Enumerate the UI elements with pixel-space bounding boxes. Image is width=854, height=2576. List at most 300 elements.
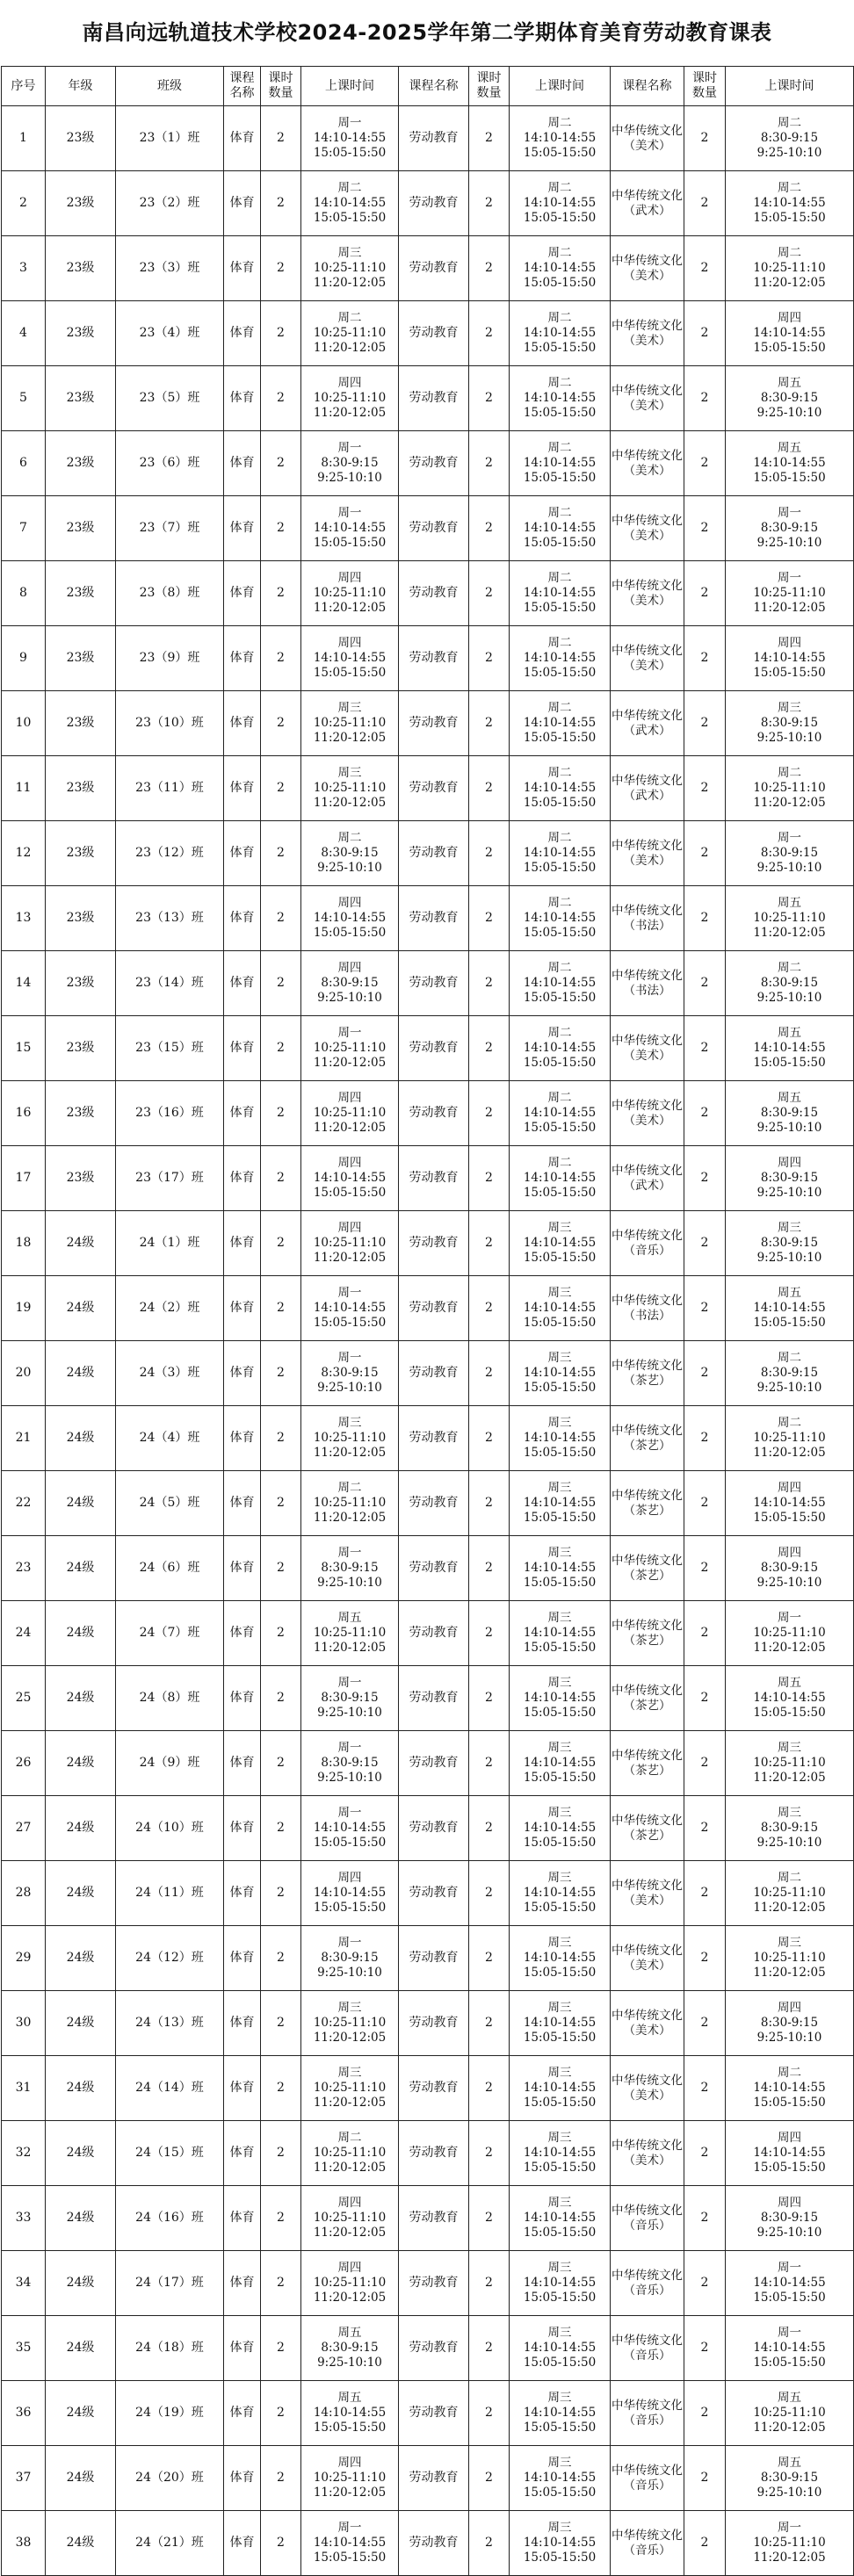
grade-cell: 24级 [46, 2056, 116, 2121]
pe-hours-cell: 2 [261, 1211, 301, 1276]
schedule-table [1, 66, 854, 2576]
class-cell: 24（13）班 [116, 1991, 224, 2056]
culture-time-cell: 周二 10:25-11:10 11:20-12:05 [726, 756, 854, 821]
pe-time-cell: 周一 10:25-11:10 11:20-12:05 [301, 1016, 399, 1081]
class-cell: 23（16）班 [116, 1081, 224, 1146]
grade-cell: 24级 [46, 1861, 116, 1926]
table-row [2, 2121, 854, 2186]
seq-cell: 11 [2, 756, 46, 821]
class-cell: 23（2）班 [116, 171, 224, 236]
labor-hours-cell: 2 [469, 2381, 510, 2446]
labor-time-cell: 周三 14:10-14:55 15:05-15:50 [510, 2056, 611, 2121]
culture-time-cell: 周四 14:10-14:55 15:05-15:50 [726, 626, 854, 691]
class-cell: 24（2）班 [116, 1276, 224, 1341]
pe-hours-cell: 2 [261, 1861, 301, 1926]
pe-course-cell: 体育 [224, 1796, 261, 1861]
header-hours-2: 课时 数量 [469, 67, 510, 106]
labor-time-cell: 周三 14:10-14:55 15:05-15:50 [510, 1666, 611, 1731]
pe-time-cell: 周四 10:25-11:10 11:20-12:05 [301, 2186, 399, 2251]
header-seq: 序号 [2, 67, 46, 106]
culture-time-cell: 周五 14:10-14:55 15:05-15:50 [726, 1016, 854, 1081]
culture-time-cell: 周二 14:10-14:55 15:05-15:50 [726, 2056, 854, 2121]
seq-cell: 4 [2, 301, 46, 366]
labor-hours-cell: 2 [469, 496, 510, 561]
seq-cell: 12 [2, 821, 46, 886]
culture-hours-cell: 2 [684, 1991, 726, 2056]
culture-hours-cell: 2 [684, 2056, 726, 2121]
seq-cell: 14 [2, 951, 46, 1016]
culture-time-cell: 周一 10:25-11:10 11:20-12:05 [726, 561, 854, 626]
culture-hours-cell: 2 [684, 2251, 726, 2316]
class-cell: 23（11）班 [116, 756, 224, 821]
class-cell: 24（5）班 [116, 1471, 224, 1536]
table-row [2, 1081, 854, 1146]
labor-time-cell: 周三 14:10-14:55 15:05-15:50 [510, 1601, 611, 1666]
labor-course-cell: 劳动教育 [399, 1341, 469, 1406]
pe-time-cell: 周二 10:25-11:10 11:20-12:05 [301, 301, 399, 366]
header-hours-3: 课时 数量 [684, 67, 726, 106]
pe-course-cell: 体育 [224, 2446, 261, 2511]
class-cell: 24（12）班 [116, 1926, 224, 1991]
culture-hours-cell: 2 [684, 2446, 726, 2511]
pe-time-cell: 周一 8:30-9:15 9:25-10:10 [301, 1536, 399, 1601]
culture-hours-cell: 2 [684, 1341, 726, 1406]
labor-course-cell: 劳动教育 [399, 1211, 469, 1276]
labor-time-cell: 周三 14:10-14:55 15:05-15:50 [510, 2316, 611, 2381]
culture-time-cell: 周一 8:30-9:15 9:25-10:10 [726, 496, 854, 561]
pe-time-cell: 周四 14:10-14:55 15:05-15:50 [301, 1861, 399, 1926]
pe-hours-cell: 2 [261, 2186, 301, 2251]
culture-hours-cell: 2 [684, 1146, 726, 1211]
culture-hours-cell: 2 [684, 1081, 726, 1146]
labor-course-cell: 劳动教育 [399, 1731, 469, 1796]
pe-course-cell: 体育 [224, 691, 261, 756]
labor-hours-cell: 2 [469, 561, 510, 626]
culture-hours-cell: 2 [684, 301, 726, 366]
pe-hours-cell: 2 [261, 496, 301, 561]
culture-course-cell: 中华传统文化 （美术） [611, 626, 684, 691]
grade-cell: 23级 [46, 106, 116, 171]
culture-hours-cell: 2 [684, 1666, 726, 1731]
culture-course-cell: 中华传统文化 （武术） [611, 756, 684, 821]
labor-time-cell: 周三 14:10-14:55 15:05-15:50 [510, 2186, 611, 2251]
labor-course-cell: 劳动教育 [399, 951, 469, 1016]
pe-hours-cell: 2 [261, 2446, 301, 2511]
class-cell: 24（18）班 [116, 2316, 224, 2381]
culture-time-cell: 周二 8:30-9:15 9:25-10:10 [726, 1341, 854, 1406]
table-row [2, 366, 854, 431]
pe-time-cell: 周二 8:30-9:15 9:25-10:10 [301, 821, 399, 886]
culture-hours-cell: 2 [684, 756, 726, 821]
labor-course-cell: 劳动教育 [399, 2121, 469, 2186]
grade-cell: 23级 [46, 886, 116, 951]
labor-hours-cell: 2 [469, 1211, 510, 1276]
labor-hours-cell: 2 [469, 1471, 510, 1536]
labor-time-cell: 周二 14:10-14:55 15:05-15:50 [510, 236, 611, 301]
culture-course-cell: 中华传统文化 （茶艺） [611, 1666, 684, 1731]
labor-course-cell: 劳动教育 [399, 1276, 469, 1341]
grade-cell: 24级 [46, 1471, 116, 1536]
pe-time-cell: 周一 8:30-9:15 9:25-10:10 [301, 1666, 399, 1731]
class-cell: 23（12）班 [116, 821, 224, 886]
culture-course-cell: 中华传统文化 （美术） [611, 431, 684, 496]
labor-time-cell: 周三 14:10-14:55 15:05-15:50 [510, 1796, 611, 1861]
labor-course-cell: 劳动教育 [399, 171, 469, 236]
labor-course-cell: 劳动教育 [399, 366, 469, 431]
culture-course-cell: 中华传统文化 （音乐） [611, 2316, 684, 2381]
table-row [2, 1601, 854, 1666]
table-row [2, 1406, 854, 1471]
seq-cell: 33 [2, 2186, 46, 2251]
culture-course-cell: 中华传统文化 （美术） [611, 1081, 684, 1146]
pe-hours-cell: 2 [261, 691, 301, 756]
labor-hours-cell: 2 [469, 1081, 510, 1146]
pe-hours-cell: 2 [261, 366, 301, 431]
labor-course-cell: 劳动教育 [399, 2511, 469, 2576]
pe-time-cell: 周三 10:25-11:10 11:20-12:05 [301, 236, 399, 301]
class-cell: 24（9）班 [116, 1731, 224, 1796]
grade-cell: 23级 [46, 626, 116, 691]
pe-time-cell: 周五 14:10-14:55 15:05-15:50 [301, 2381, 399, 2446]
culture-course-cell: 中华传统文化 （茶艺） [611, 1341, 684, 1406]
page-title: 南昌向远轨道技术学校2024-2025学年第二学期体育美育劳动教育课表 [82, 20, 772, 45]
pe-time-cell: 周二 10:25-11:10 11:20-12:05 [301, 1471, 399, 1536]
culture-course-cell: 中华传统文化 （美术） [611, 1991, 684, 2056]
table-header [2, 67, 854, 106]
table-row [2, 1341, 854, 1406]
seq-cell: 3 [2, 236, 46, 301]
labor-hours-cell: 2 [469, 1601, 510, 1666]
pe-hours-cell: 2 [261, 2121, 301, 2186]
culture-time-cell: 周四 8:30-9:15 9:25-10:10 [726, 1991, 854, 2056]
pe-course-cell: 体育 [224, 1861, 261, 1926]
grade-cell: 24级 [46, 1211, 116, 1276]
pe-course-cell: 体育 [224, 1666, 261, 1731]
labor-time-cell: 周二 14:10-14:55 15:05-15:50 [510, 366, 611, 431]
labor-course-cell: 劳动教育 [399, 1536, 469, 1601]
seq-cell: 26 [2, 1731, 46, 1796]
labor-hours-cell: 2 [469, 1016, 510, 1081]
labor-time-cell: 周二 14:10-14:55 15:05-15:50 [510, 626, 611, 691]
pe-course-cell: 体育 [224, 1276, 261, 1341]
table-row [2, 821, 854, 886]
pe-time-cell: 周四 10:25-11:10 11:20-12:05 [301, 2446, 399, 2511]
culture-hours-cell: 2 [684, 431, 726, 496]
pe-course-cell: 体育 [224, 106, 261, 171]
labor-course-cell: 劳动教育 [399, 2186, 469, 2251]
pe-time-cell: 周四 10:25-11:10 11:20-12:05 [301, 561, 399, 626]
table-row [2, 1016, 854, 1081]
labor-time-cell: 周三 14:10-14:55 15:05-15:50 [510, 1341, 611, 1406]
labor-course-cell: 劳动教育 [399, 561, 469, 626]
table-row [2, 171, 854, 236]
grade-cell: 24级 [46, 1991, 116, 2056]
pe-course-cell: 体育 [224, 821, 261, 886]
class-cell: 24（8）班 [116, 1666, 224, 1731]
culture-time-cell: 周三 8:30-9:15 9:25-10:10 [726, 691, 854, 756]
pe-course-cell: 体育 [224, 2186, 261, 2251]
culture-course-cell: 中华传统文化 （音乐） [611, 2446, 684, 2511]
grade-cell: 23级 [46, 951, 116, 1016]
labor-hours-cell: 2 [469, 626, 510, 691]
culture-course-cell: 中华传统文化 （美术） [611, 1861, 684, 1926]
seq-cell: 22 [2, 1471, 46, 1536]
table-row [2, 1211, 854, 1276]
table-row [2, 756, 854, 821]
seq-cell: 24 [2, 1601, 46, 1666]
culture-course-cell: 中华传统文化 （音乐） [611, 2186, 684, 2251]
class-cell: 24（7）班 [116, 1601, 224, 1666]
labor-hours-cell: 2 [469, 366, 510, 431]
grade-cell: 23级 [46, 236, 116, 301]
culture-time-cell: 周五 8:30-9:15 9:25-10:10 [726, 366, 854, 431]
class-cell: 24（15）班 [116, 2121, 224, 2186]
table-row [2, 2446, 854, 2511]
labor-hours-cell: 2 [469, 431, 510, 496]
culture-hours-cell: 2 [684, 106, 726, 171]
culture-course-cell: 中华传统文化 （美术） [611, 821, 684, 886]
pe-time-cell: 周四 10:25-11:10 11:20-12:05 [301, 1081, 399, 1146]
table-row [2, 886, 854, 951]
seq-cell: 38 [2, 2511, 46, 2576]
pe-time-cell: 周三 10:25-11:10 11:20-12:05 [301, 756, 399, 821]
class-cell: 23（6）班 [116, 431, 224, 496]
pe-hours-cell: 2 [261, 1601, 301, 1666]
culture-time-cell: 周五 10:25-11:10 11:20-12:05 [726, 2381, 854, 2446]
culture-time-cell: 周二 8:30-9:15 9:25-10:10 [726, 951, 854, 1016]
labor-time-cell: 周二 14:10-14:55 15:05-15:50 [510, 496, 611, 561]
pe-time-cell: 周五 10:25-11:10 11:20-12:05 [301, 1601, 399, 1666]
culture-course-cell: 中华传统文化 （茶艺） [611, 1471, 684, 1536]
pe-time-cell: 周二 14:10-14:55 15:05-15:50 [301, 171, 399, 236]
labor-hours-cell: 2 [469, 1341, 510, 1406]
seq-cell: 27 [2, 1796, 46, 1861]
pe-time-cell: 周一 14:10-14:55 15:05-15:50 [301, 106, 399, 171]
labor-time-cell: 周三 14:10-14:55 15:05-15:50 [510, 1991, 611, 2056]
grade-cell: 23级 [46, 821, 116, 886]
culture-time-cell: 周三 10:25-11:10 11:20-12:05 [726, 1926, 854, 1991]
labor-hours-cell: 2 [469, 1926, 510, 1991]
labor-hours-cell: 2 [469, 2316, 510, 2381]
pe-hours-cell: 2 [261, 1666, 301, 1731]
grade-cell: 24级 [46, 2381, 116, 2446]
labor-hours-cell: 2 [469, 2251, 510, 2316]
grade-cell: 24级 [46, 1926, 116, 1991]
seq-cell: 7 [2, 496, 46, 561]
seq-cell: 1 [2, 106, 46, 171]
culture-time-cell: 周五 14:10-14:55 15:05-15:50 [726, 1276, 854, 1341]
labor-time-cell: 周二 14:10-14:55 15:05-15:50 [510, 301, 611, 366]
pe-course-cell: 体育 [224, 1991, 261, 2056]
labor-course-cell: 劳动教育 [399, 2056, 469, 2121]
table-row [2, 1991, 854, 2056]
labor-time-cell: 周二 14:10-14:55 15:05-15:50 [510, 1081, 611, 1146]
table-row [2, 1146, 854, 1211]
culture-hours-cell: 2 [684, 2511, 726, 2576]
culture-hours-cell: 2 [684, 496, 726, 561]
pe-hours-cell: 2 [261, 561, 301, 626]
pe-course-cell: 体育 [224, 1211, 261, 1276]
culture-course-cell: 中华传统文化 （武术） [611, 691, 684, 756]
class-cell: 24（3）班 [116, 1341, 224, 1406]
pe-hours-cell: 2 [261, 236, 301, 301]
grade-cell: 23级 [46, 1016, 116, 1081]
class-cell: 24（4）班 [116, 1406, 224, 1471]
pe-course-cell: 体育 [224, 1536, 261, 1601]
culture-course-cell: 中华传统文化 （音乐） [611, 2251, 684, 2316]
labor-course-cell: 劳动教育 [399, 756, 469, 821]
table-row [2, 1471, 854, 1536]
culture-time-cell: 周二 14:10-14:55 15:05-15:50 [726, 171, 854, 236]
table-row [2, 1926, 854, 1991]
culture-hours-cell: 2 [684, 886, 726, 951]
class-cell: 24（14）班 [116, 2056, 224, 2121]
pe-time-cell: 周四 14:10-14:55 15:05-15:50 [301, 1146, 399, 1211]
table-row [2, 691, 854, 756]
culture-time-cell: 周二 10:25-11:10 11:20-12:05 [726, 236, 854, 301]
culture-course-cell: 中华传统文化 （茶艺） [611, 1796, 684, 1861]
seq-cell: 37 [2, 2446, 46, 2511]
pe-course-cell: 体育 [224, 2056, 261, 2121]
labor-hours-cell: 2 [469, 301, 510, 366]
table-row [2, 106, 854, 171]
pe-hours-cell: 2 [261, 886, 301, 951]
labor-time-cell: 周二 14:10-14:55 15:05-15:50 [510, 171, 611, 236]
pe-time-cell: 周一 8:30-9:15 9:25-10:10 [301, 431, 399, 496]
labor-hours-cell: 2 [469, 1146, 510, 1211]
labor-course-cell: 劳动教育 [399, 496, 469, 561]
culture-hours-cell: 2 [684, 1796, 726, 1861]
class-cell: 24（1）班 [116, 1211, 224, 1276]
pe-time-cell: 周一 14:10-14:55 15:05-15:50 [301, 1796, 399, 1861]
pe-hours-cell: 2 [261, 2251, 301, 2316]
pe-hours-cell: 2 [261, 2316, 301, 2381]
labor-time-cell: 周二 14:10-14:55 15:05-15:50 [510, 886, 611, 951]
pe-time-cell: 周一 14:10-14:55 15:05-15:50 [301, 2511, 399, 2576]
grade-cell: 24级 [46, 2446, 116, 2511]
class-cell: 23（14）班 [116, 951, 224, 1016]
table-row [2, 236, 854, 301]
class-cell: 24（20）班 [116, 2446, 224, 2511]
culture-time-cell: 周四 14:10-14:55 15:05-15:50 [726, 301, 854, 366]
table-row [2, 2186, 854, 2251]
pe-hours-cell: 2 [261, 2511, 301, 2576]
seq-cell: 28 [2, 1861, 46, 1926]
culture-time-cell: 周五 14:10-14:55 15:05-15:50 [726, 431, 854, 496]
culture-time-cell: 周五 10:25-11:10 11:20-12:05 [726, 886, 854, 951]
seq-cell: 2 [2, 171, 46, 236]
table-row [2, 1731, 854, 1796]
culture-hours-cell: 2 [684, 626, 726, 691]
class-cell: 24（19）班 [116, 2381, 224, 2446]
culture-hours-cell: 2 [684, 1926, 726, 1991]
pe-course-cell: 体育 [224, 1731, 261, 1796]
labor-hours-cell: 2 [469, 1666, 510, 1731]
seq-cell: 21 [2, 1406, 46, 1471]
culture-course-cell: 中华传统文化 （茶艺） [611, 1406, 684, 1471]
pe-course-cell: 体育 [224, 1471, 261, 1536]
pe-course-cell: 体育 [224, 1146, 261, 1211]
pe-hours-cell: 2 [261, 1341, 301, 1406]
grade-cell: 24级 [46, 1276, 116, 1341]
seq-cell: 13 [2, 886, 46, 951]
culture-time-cell: 周一 10:25-11:10 11:20-12:05 [726, 2511, 854, 2576]
grade-cell: 23级 [46, 561, 116, 626]
class-cell: 23（7）班 [116, 496, 224, 561]
labor-course-cell: 劳动教育 [399, 691, 469, 756]
culture-time-cell: 周一 8:30-9:15 9:25-10:10 [726, 821, 854, 886]
culture-hours-cell: 2 [684, 821, 726, 886]
seq-cell: 16 [2, 1081, 46, 1146]
table-row [2, 1666, 854, 1731]
culture-time-cell: 周一 14:10-14:55 15:05-15:50 [726, 2251, 854, 2316]
labor-hours-cell: 2 [469, 756, 510, 821]
grade-cell: 24级 [46, 1796, 116, 1861]
culture-hours-cell: 2 [684, 1536, 726, 1601]
culture-time-cell: 周四 14:10-14:55 15:05-15:50 [726, 2121, 854, 2186]
pe-course-cell: 体育 [224, 496, 261, 561]
culture-time-cell: 周四 14:10-14:55 15:05-15:50 [726, 1471, 854, 1536]
labor-time-cell: 周三 14:10-14:55 15:05-15:50 [510, 1211, 611, 1276]
grade-cell: 23级 [46, 171, 116, 236]
pe-course-cell: 体育 [224, 951, 261, 1016]
pe-hours-cell: 2 [261, 1926, 301, 1991]
pe-time-cell: 周四 10:25-11:10 11:20-12:05 [301, 2251, 399, 2316]
seq-cell: 9 [2, 626, 46, 691]
table-row [2, 1796, 854, 1861]
pe-time-cell: 周四 8:30-9:15 9:25-10:10 [301, 951, 399, 1016]
labor-course-cell: 劳动教育 [399, 1471, 469, 1536]
pe-hours-cell: 2 [261, 2381, 301, 2446]
seq-cell: 35 [2, 2316, 46, 2381]
seq-cell: 18 [2, 1211, 46, 1276]
labor-time-cell: 周三 14:10-14:55 15:05-15:50 [510, 2381, 611, 2446]
culture-course-cell: 中华传统文化 （美术） [611, 1016, 684, 1081]
labor-hours-cell: 2 [469, 691, 510, 756]
labor-hours-cell: 2 [469, 1861, 510, 1926]
class-cell: 23（3）班 [116, 236, 224, 301]
grade-cell: 23级 [46, 691, 116, 756]
pe-time-cell: 周一 14:10-14:55 15:05-15:50 [301, 1276, 399, 1341]
pe-course-cell: 体育 [224, 1406, 261, 1471]
header-class: 班级 [116, 67, 224, 106]
pe-hours-cell: 2 [261, 951, 301, 1016]
labor-hours-cell: 2 [469, 821, 510, 886]
labor-time-cell: 周二 14:10-14:55 15:05-15:50 [510, 1016, 611, 1081]
culture-hours-cell: 2 [684, 1731, 726, 1796]
pe-hours-cell: 2 [261, 1731, 301, 1796]
labor-time-cell: 周二 14:10-14:55 15:05-15:50 [510, 1146, 611, 1211]
header-time-3: 上课时间 [726, 67, 854, 106]
labor-course-cell: 劳动教育 [399, 1796, 469, 1861]
labor-course-cell: 劳动教育 [399, 1406, 469, 1471]
class-cell: 23（4）班 [116, 301, 224, 366]
pe-course-cell: 体育 [224, 561, 261, 626]
culture-time-cell: 周三 8:30-9:15 9:25-10:10 [726, 1796, 854, 1861]
labor-time-cell: 周三 14:10-14:55 15:05-15:50 [510, 1861, 611, 1926]
seq-cell: 6 [2, 431, 46, 496]
table-row [2, 431, 854, 496]
labor-time-cell: 周三 14:10-14:55 15:05-15:50 [510, 1471, 611, 1536]
pe-time-cell: 周五 8:30-9:15 9:25-10:10 [301, 2316, 399, 2381]
seq-cell: 30 [2, 1991, 46, 2056]
class-cell: 24（11）班 [116, 1861, 224, 1926]
labor-hours-cell: 2 [469, 2056, 510, 2121]
pe-hours-cell: 2 [261, 1471, 301, 1536]
culture-hours-cell: 2 [684, 2381, 726, 2446]
class-cell: 24（6）班 [116, 1536, 224, 1601]
pe-hours-cell: 2 [261, 1796, 301, 1861]
